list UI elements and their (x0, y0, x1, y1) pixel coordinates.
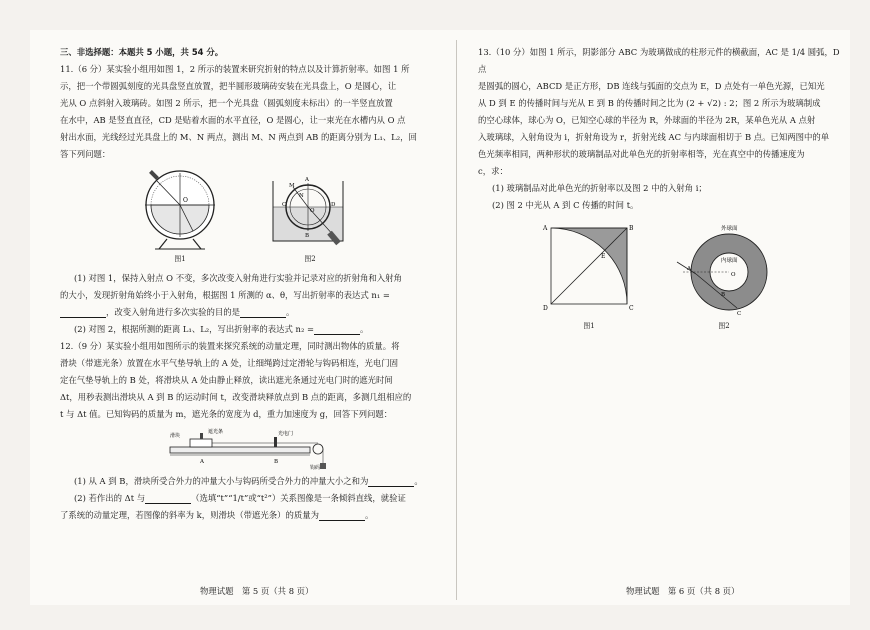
q13-line: 从 D 到 E 的传播时间与光从 E 到 B 的传播时间之比为 (2 + √2) : 2；图 2 所示为玻璃制成 (478, 98, 821, 108)
q11-figure-2 (265, 167, 355, 268)
q12-line: t 与 Δt 值。已知钩码的质量为 m，遮光条的宽度为 d，重力加速度为 g，回答下列问题： (60, 409, 393, 419)
q12-line: 滑块（带遮光条）放置在水平气垫导轨上的 A 处，让细绳跨过定滑轮与钩码相连，光电门固 (60, 358, 398, 368)
q11-figure-1 (135, 167, 225, 268)
answer-blank[interactable] (319, 511, 365, 521)
q12-text (60, 338, 430, 423)
svg-text:B: B (274, 459, 279, 465)
q12-sub1: (1) 从 A 到 B，滑块所受合外力的冲量大小与钩码所受合外力的冲量大小之和为 。 (74, 476, 423, 486)
q11-line: 射出水面，光线经过光具盘上的 M、N 两点，测出 M、N 两点到 AB 的距离分别为 L₁、L₂，回 (60, 132, 417, 142)
quarter-arc-diagram (539, 222, 639, 318)
hook-label: 钩码 (310, 465, 321, 471)
q11-sub1-cont: 的大小，发现折射角始终小于入射角，根据图 1 所测的 α、θ，写出折射率的表达式 n₁ = (60, 290, 390, 300)
air-track-diagram (160, 427, 330, 471)
q11-line: 光从 O 点斜射入玻璃砖。如图 2 所示，把一个光具盘（圆弧刻度未标出）的一半竖直放置 (60, 98, 393, 108)
q12-sub2-mass: 了系统的动量定理，若图像的斜率为 k，则滑块（带遮光条）的质量为 (60, 510, 319, 520)
svg-text:O: O (183, 197, 188, 204)
answer-blank[interactable] (60, 308, 106, 318)
optical-disk-diagram (135, 167, 225, 251)
q11-figures (60, 167, 430, 268)
svg-text:M: M (289, 183, 295, 189)
q11-line: 11.（6 分）某实验小组用如图 1，2 所示的装置来研究折射的特点以及计算折射率。如图 1 所 (60, 64, 410, 74)
svg-text:O: O (310, 208, 315, 214)
q13-figure-2 (669, 222, 779, 335)
q12-line: 12.（9 分）某实验小组用如图所示的装置来探究系统的动量定理，同时测出物体的质量。将 (60, 341, 400, 351)
svg-text:B: B (721, 292, 726, 298)
q11-line: 示，把一个带圆弧刻度的光具盘竖直放置，把半圆形玻璃砖安装在光具盘上，O 是圆心，让 (60, 81, 397, 91)
strip-label: 遮光条 (208, 429, 224, 435)
svg-text:C: C (629, 305, 634, 312)
q13-line: 入玻璃球，入射角设为 i，折射角设为 r，折射光线 AC 与内球面相切于 B 点。已知两图中的单 (478, 132, 830, 142)
water-tank-diagram (265, 167, 355, 251)
q13-fig1-caption: 图1 (583, 322, 595, 330)
q13-fig2-caption: 图2 (718, 322, 730, 330)
left-column (60, 44, 430, 524)
q13-line: 色光频率相同，两种形状的玻璃制品对此单色光的折射率相等，光在真空中的传播速度为 (478, 149, 805, 159)
column-divider (456, 40, 457, 600)
answer-blank[interactable] (240, 308, 286, 318)
page-footer-left: 物理试题 第 5 页（共 8 页） (200, 586, 314, 596)
q11-text (60, 61, 430, 163)
section-title: 三、非选择题：本题共 5 小题，共 54 分。 (60, 47, 224, 57)
q13-text (478, 44, 840, 180)
q13-line: 是圆弧的圆心，ABCD 是正方形，DB 连线与弧面的交点为 E，D 点处有一单色光源，已知光 (478, 81, 825, 91)
q13-line: 13.（10 分）如图 1 所示，阴影部分 ABC 为玻璃做成的柱形元件的横截面，AC 是 1/4 圆弧，D 点 (478, 47, 840, 74)
svg-text:B: B (629, 225, 634, 232)
q12-sub2-end: 了系统的动量定理，若图像的斜率为 k，则滑块（带遮光条）的质量为 。 (60, 510, 374, 520)
svg-text:D: D (543, 305, 548, 312)
svg-text:E: E (601, 253, 606, 260)
q12-sub2 (60, 490, 430, 507)
answer-blank[interactable] (368, 477, 414, 487)
svg-text:O: O (731, 272, 736, 278)
right-column (478, 44, 840, 337)
q11-sub2-text: (2) 对图 2，根据所测的距离 L₁、L₂，写出折射率的表达式 n₂ = (74, 324, 314, 334)
inner-sphere-label: 内球面 (721, 258, 738, 264)
fig1-caption: 图1 (174, 255, 186, 263)
q13-figures (478, 222, 840, 335)
q12-line: Δt，用秒表测出滑块从 A 到 B 的运动时间 t，改变滑块释放点到 B 点的距离，多测几组相应的 (60, 392, 412, 402)
q13-figure-1 (539, 222, 639, 335)
q13-line: 的空心球体，球心为 O，已知空心球的半径为 R，外球面的半径为 2R，某单色光从 A 点射 (478, 115, 816, 125)
svg-text:N: N (299, 193, 304, 199)
q11-sub2: (2) 对图 2，根据所测的距离 L₁、L₂，写出折射率的表达式 n₂ = 。 (74, 324, 369, 334)
q11-line: 答下列问题： (60, 149, 111, 159)
svg-text:D: D (331, 202, 336, 208)
q11-sub1-purpose: ，改变入射角进行多次实验的目的是 (106, 307, 240, 317)
svg-text:C: C (282, 202, 287, 208)
q12-sub2-choice: （选填“t”“1/t”或“t²”）关系图像是一条倾斜直线，就验证 (191, 493, 406, 503)
answer-blank[interactable] (145, 494, 191, 504)
svg-text:A: A (543, 225, 548, 232)
q12-figure (60, 427, 430, 471)
svg-text:A: A (687, 266, 691, 272)
exam-sheet (30, 30, 850, 605)
q11-line: 在水中，AB 是竖直直径，CD 是贴着水面的水平直径，O 是圆心，让一束光在水槽内从 O 点 (60, 115, 406, 125)
q12-sub1-text: (1) 从 A 到 B，滑块所受合外力的冲量大小与钩码所受合外力的冲量大小之和为 (74, 476, 369, 486)
q13-sub2: (2) 图 2 中光从 A 到 C 传播的时间 t。 (492, 200, 639, 210)
q11-sub1: (1) 对图 1，保持入射点 O 不变，多次改变入射角进行实验并记录对应的折射角和入射角 (74, 273, 402, 283)
q13-line: c，求： (478, 166, 508, 176)
page-footer-right: 物理试题 第 6 页（共 8 页） (626, 586, 740, 596)
q12-sub2-text: (2) 若作出的 Δt 与 (74, 493, 146, 503)
fig2-caption: 图2 (304, 255, 316, 263)
hollow-sphere-diagram (669, 222, 779, 318)
svg-text:C: C (737, 311, 742, 317)
q11-sub1-end: ，改变入射角进行多次实验的目的是 。 (60, 304, 430, 321)
svg-text:A: A (305, 177, 309, 183)
svg-text:A: A (200, 459, 204, 465)
answer-blank[interactable] (314, 325, 360, 335)
q12-line: 定在气垫导轨上的 B 处，将滑块从 A 处由静止释放，读出遮光条通过光电门时的遮光时间 (60, 375, 393, 385)
gate-label: 光电门 (278, 431, 294, 437)
q13-sub1: (1) 玻璃制品对此单色光的折射率以及图 2 中的入射角 i； (492, 183, 707, 193)
svg-text:B: B (305, 233, 310, 239)
outer-sphere-label: 外球面 (721, 226, 738, 232)
slider-label: 滑块 (170, 433, 181, 439)
